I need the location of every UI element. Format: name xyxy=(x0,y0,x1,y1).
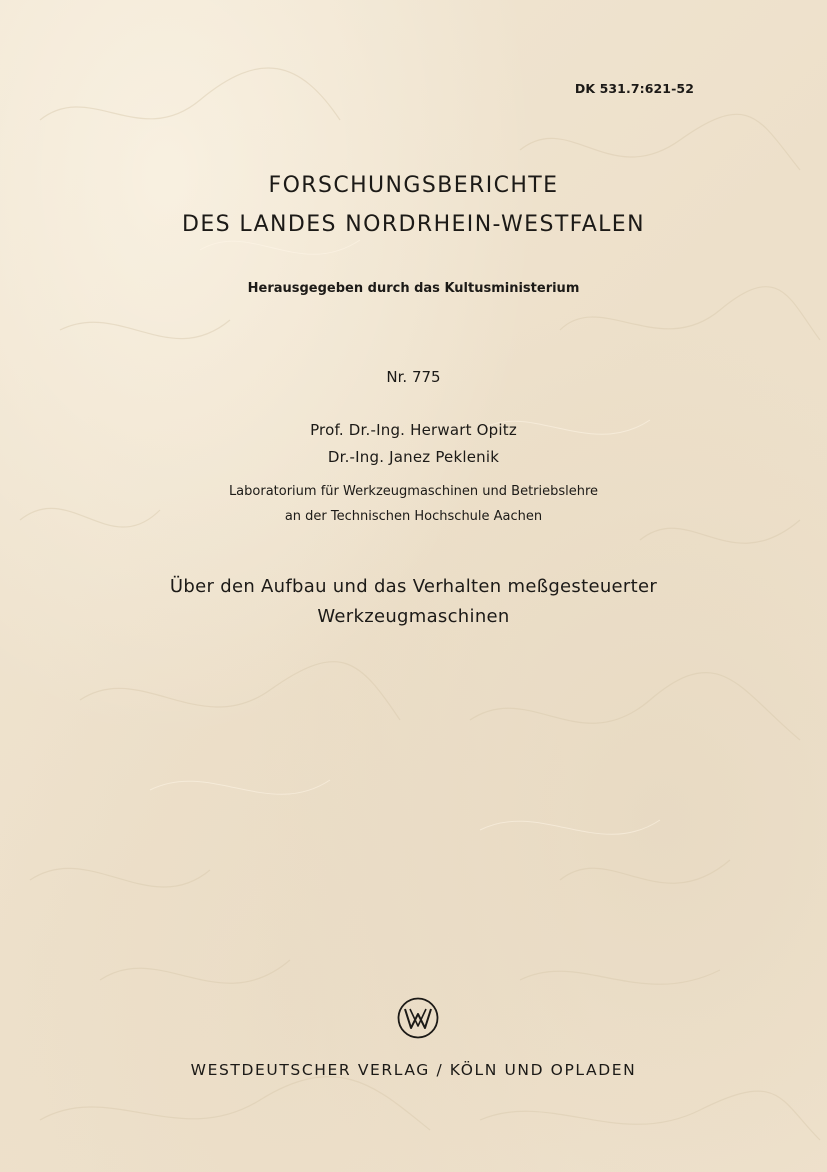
report-number: Nr. 775 xyxy=(386,368,441,386)
report-title: Werkzeugmaschinen xyxy=(317,606,510,627)
report-title: Über den Aufbau und das Verhalten meßgesteuerter xyxy=(169,576,658,597)
publisher-imprint: WESTDEUTSCHER VERLAG / KÖLN UND OPLADEN xyxy=(190,1061,637,1079)
institution-line: Laboratorium für Werkzeugmaschinen und Betriebslehre xyxy=(228,484,599,499)
classification-code: DK 531.7:621-52 xyxy=(574,81,694,96)
series-title: FORSCHUNGSBERICHTE xyxy=(268,173,559,198)
author-name: Dr.-Ing. Janez Peklenik xyxy=(327,448,500,466)
wv-monogram-logo-icon xyxy=(396,996,440,1040)
series-subtitle: DES LANDES NORDRHEIN-WESTFALEN xyxy=(182,212,645,237)
institution-line: an der Technischen Hochschule Aachen xyxy=(284,509,543,524)
publisher-note: Herausgegeben durch das Kultusministerium xyxy=(247,281,580,296)
author-name: Prof. Dr.-Ing. Herwart Opitz xyxy=(310,421,517,439)
